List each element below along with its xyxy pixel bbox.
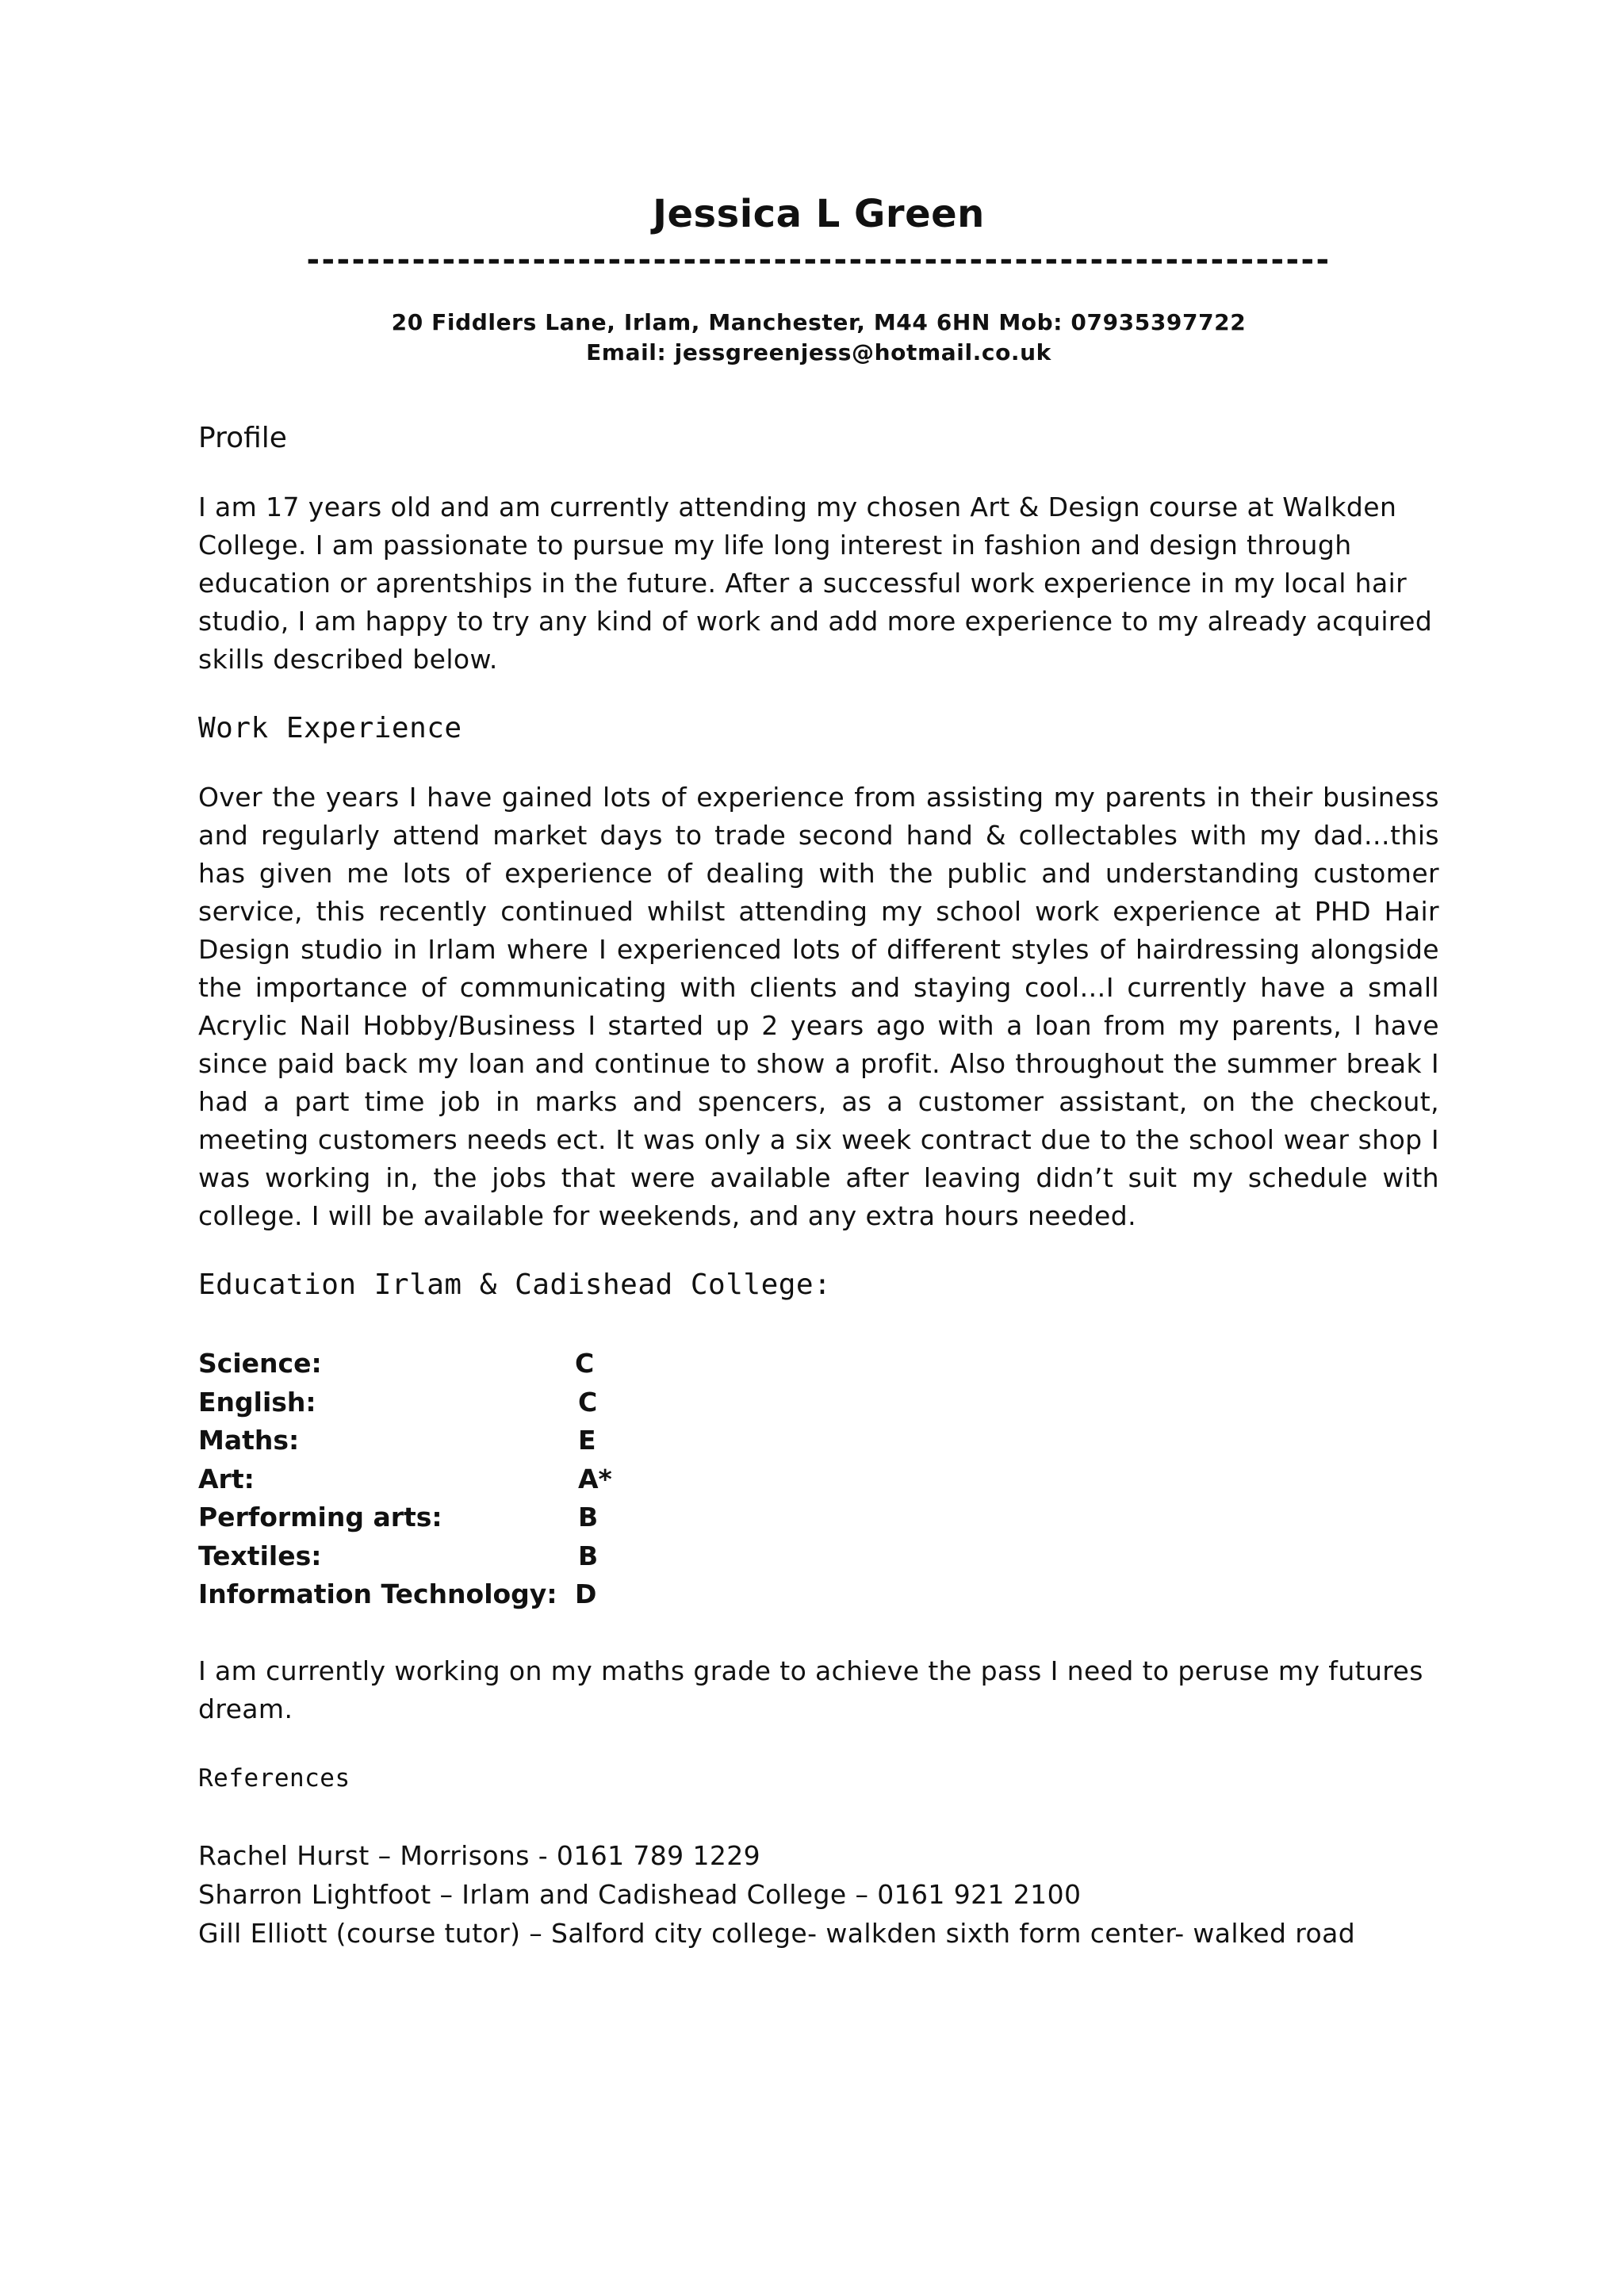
grades-table xyxy=(198,1345,1439,1614)
grade-value: D xyxy=(575,1578,597,1609)
grade-subject: Maths: xyxy=(198,1425,300,1456)
grade-value: B xyxy=(578,1502,599,1533)
work-experience-text: Over the years I have gained lots of experience from assisting my parents in their business and regularly attend market days to trade second hand & collectables with my dad…this has given me lots of experience of dealing with the public and understanding customer service, this recently continued whilst attending my school work experience at PHD Hair Design studio in Irlam where I experienced lots of different styles of hairdressing alongside the importance of communicating with clients and staying cool…I currently have a small Acrylic Nail Hobby/Business I started up 2 years ago with a loan from my parents, I have since paid back my loan and continue to show a profit. Also throughout the summer break I had a part time job in marks and spencers, as a customer assistant, on the checkout, meeting customers needs ect. It was only a six week contract due to the school wear shop I was working in, the jobs that were available after leaving didn’t suit my schedule with college. I will be available for weekends, and any extra hours needed. xyxy=(198,782,1439,1231)
grade-value: A* xyxy=(578,1463,612,1494)
grade-row xyxy=(198,1345,1439,1383)
profile-text: I am 17 years old and am currently attending my chosen Art & Design course at Walkden College. I am passionate to pursue my life long interest in fashion and design through education or aprentships in the future. After a successful work experience in my local hair studio, I am happy to try any kind of work and add more experience to my already acquired skills described below. xyxy=(198,492,1433,675)
education-heading: Education Irlam & Cadishead College: xyxy=(198,1269,832,1301)
address-line: 20 Fiddlers Lane, Irlam, Manchester, M44 6HN Mob: 07935397722 xyxy=(391,309,1247,335)
grade-subject: Textiles: xyxy=(198,1540,322,1571)
grade-value: E xyxy=(578,1425,596,1456)
references-heading: References xyxy=(198,1763,350,1793)
email-line: Email: jessgreenjess@hotmail.co.uk xyxy=(586,339,1051,365)
grade-row xyxy=(198,1460,1439,1499)
contact-block xyxy=(198,308,1439,368)
references-list xyxy=(198,1836,1439,1953)
grade-subject: Performing arts: xyxy=(198,1502,442,1533)
work-experience-heading: Work Experience xyxy=(198,712,462,744)
grade-subject: Science: xyxy=(198,1348,322,1379)
grade-row xyxy=(198,1422,1439,1460)
grade-row xyxy=(198,1383,1439,1422)
header-divider: -------------------------------------------------------------------- xyxy=(306,243,1331,277)
cv-page xyxy=(198,190,1439,1953)
grade-subject: Art: xyxy=(198,1463,255,1494)
grade-subject: English: xyxy=(198,1386,316,1418)
education-note: I am currently working on my maths grade to achieve the pass I need to peruse my futures dream. xyxy=(198,1655,1423,1724)
grade-row xyxy=(198,1498,1439,1537)
reference-item: Rachel Hurst – Morrisons - 0161 789 1229 xyxy=(198,1839,761,1871)
reference-item: Gill Elliott (course tutor) – Salford city college- walkden sixth form center- walked road xyxy=(198,1917,1356,1949)
grade-subject: Information Technology: xyxy=(198,1578,557,1609)
reference-item: Sharron Lightfoot – Irlam and Cadishead College – 0161 921 2100 xyxy=(198,1878,1082,1910)
grade-value: B xyxy=(578,1540,599,1571)
profile-heading: Profile xyxy=(198,422,287,454)
grade-value: C xyxy=(575,1348,595,1379)
grade-row xyxy=(198,1537,1439,1576)
cv-name: Jessica L Green xyxy=(653,192,985,236)
grade-value: C xyxy=(578,1386,598,1418)
grade-row xyxy=(198,1575,1439,1614)
